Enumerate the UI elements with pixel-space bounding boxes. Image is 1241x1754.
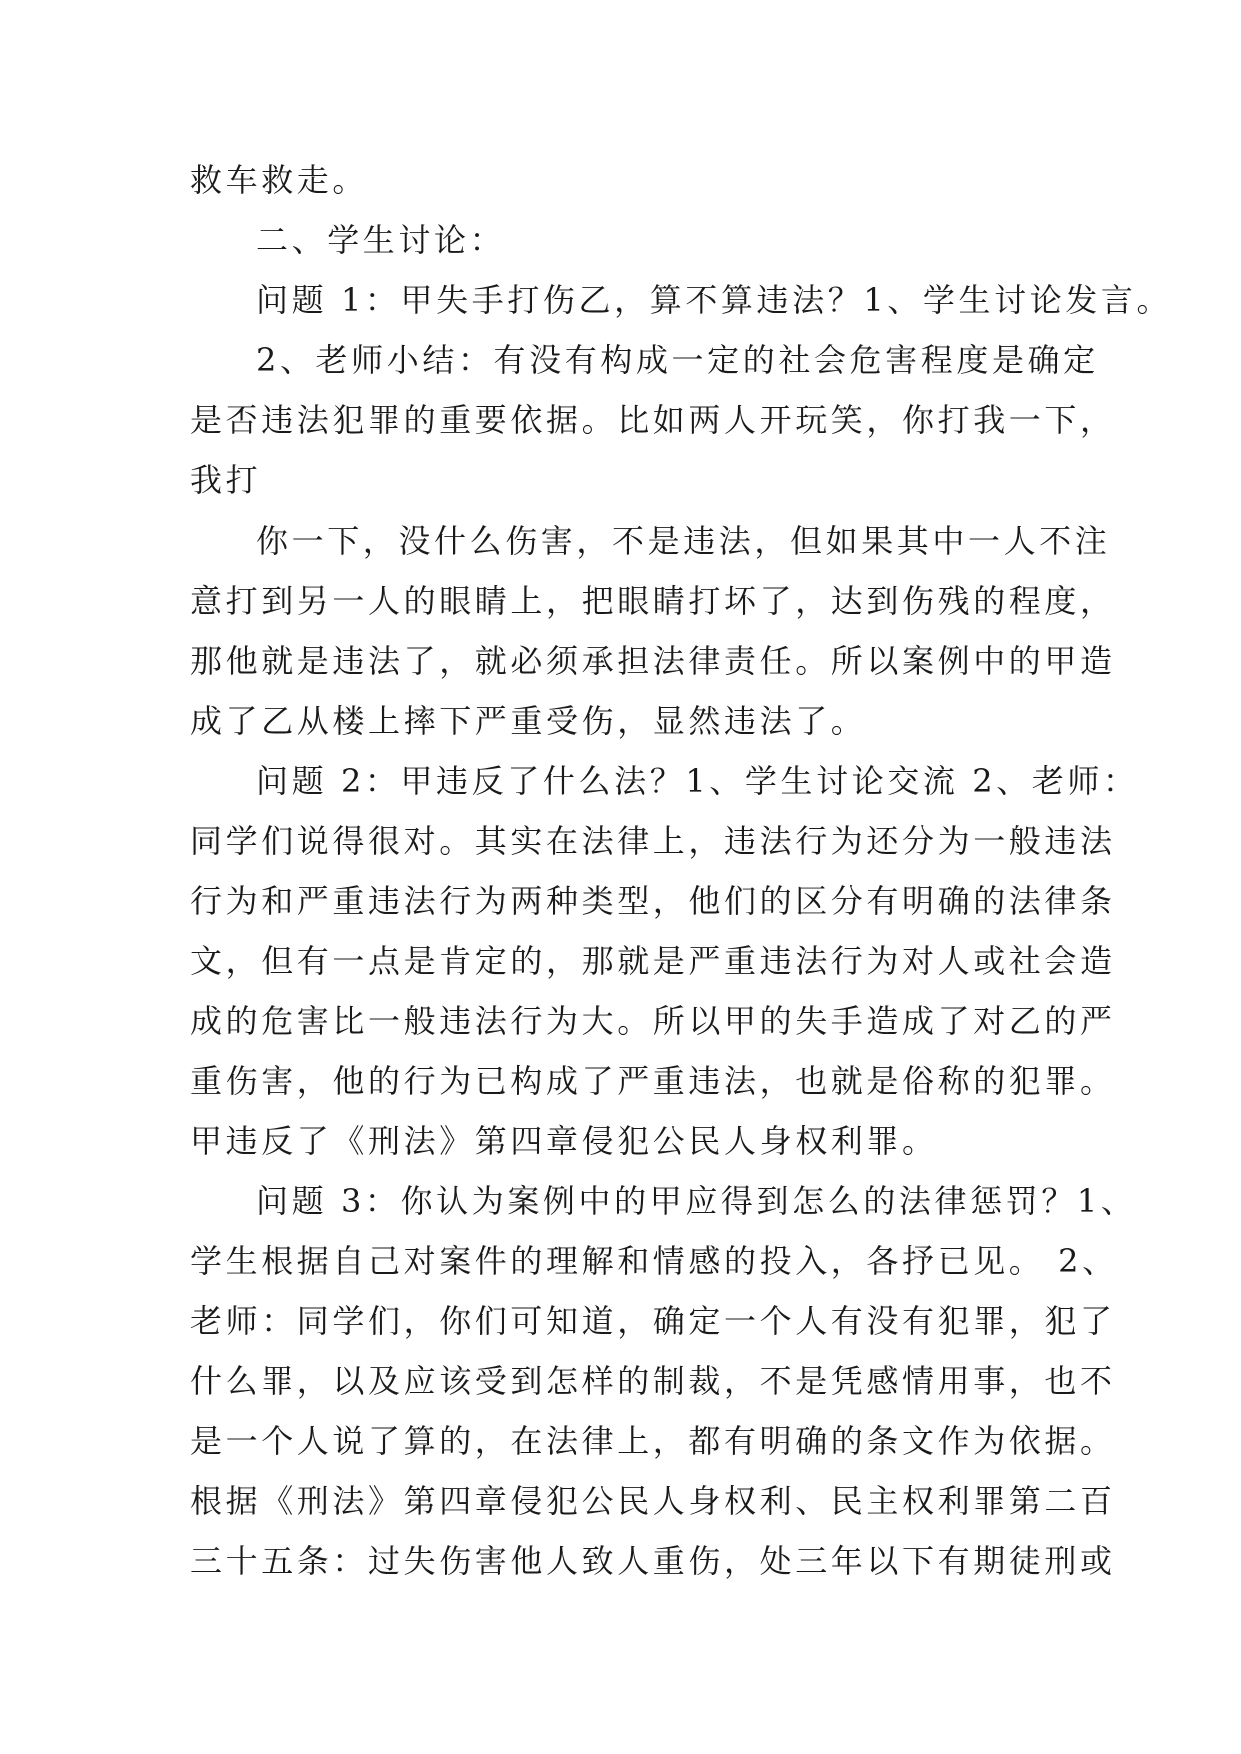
text-line: 你一下，没什么伤害，不是违法，但如果其中一人不注 — [256, 522, 1111, 560]
text-line: 是一个人说了算的，在法律上，都有明确的条文作为依据。 — [190, 1422, 1116, 1460]
text-line: 我打 — [190, 461, 262, 499]
text-line: 重伤害，他的行为已构成了严重违法，也就是俗称的犯罪。 — [190, 1062, 1116, 1100]
text-line: 救车救走。 — [190, 161, 369, 199]
text-line: 同学们说得很对。其实在法律上，违法行为还分为一般违法 — [190, 822, 1116, 860]
text-line: 成的危害比一般违法行为大。所以甲的失手造成了对乙的严 — [190, 1002, 1116, 1040]
text-line: 行为和严重违法行为两种类型，他们的区分有明确的法律条 — [190, 882, 1116, 920]
text-line: 是否违法犯罪的重要依据。比如两人开玩笑，你打我一下， — [190, 401, 1116, 439]
text-line: 文，但有一点是肯定的，那就是严重违法行为对人或社会造 — [190, 942, 1116, 980]
section-heading: 二、学生讨论： — [256, 221, 506, 259]
text-line: 甲违反了《刑法》第四章侵犯公民人身权利罪。 — [190, 1122, 938, 1160]
text-line: 老师：同学们，你们可知道，确定一个人有没有犯罪，犯了 — [190, 1302, 1116, 1340]
text-line: 问题 3：你认为案例中的甲应得到怎么的法律惩罚？1、 — [256, 1182, 1137, 1220]
text-line: 根据《刑法》第四章侵犯公民人身权利、民主权利罪第二百 — [190, 1482, 1116, 1520]
text-line: 三十五条：过失伤害他人致人重伤，处三年以下有期徒刑或 — [190, 1542, 1116, 1580]
text-line: 学生根据自己对案件的理解和情感的投入，各抒已见。 2、 — [190, 1242, 1118, 1280]
text-line: 2、老师小结：有没有构成一定的社会危害程度是确定 — [256, 341, 1099, 379]
text-line: 问题 1：甲失手打伤乙，算不算违法？1、学生讨论发言。 — [256, 281, 1173, 319]
text-line: 问题 2：甲违反了什么法？1、学生讨论交流 2、老师： — [256, 762, 1139, 800]
text-line: 意打到另一人的眼睛上，把眼睛打坏了，达到伤残的程度， — [190, 582, 1116, 620]
text-line: 成了乙从楼上摔下严重受伤，显然违法了。 — [190, 702, 867, 740]
text-line: 那他就是违法了，就必须承担法律责任。所以案例中的甲造 — [190, 642, 1116, 680]
text-line: 什么罪，以及应该受到怎样的制裁，不是凭感情用事，也不 — [190, 1362, 1116, 1400]
